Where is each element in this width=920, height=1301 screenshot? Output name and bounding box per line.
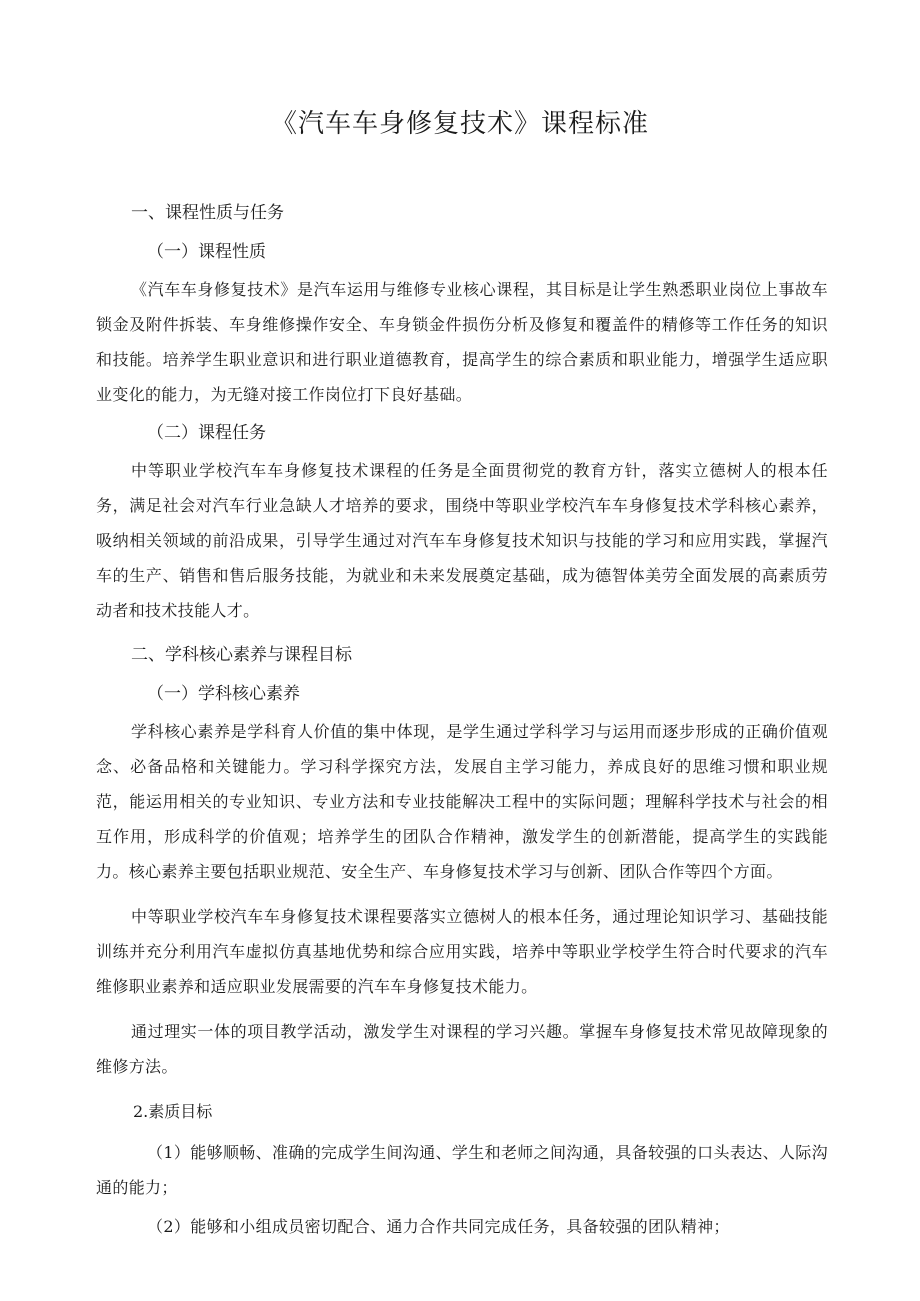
- paragraph-course-tasks: 中等职业学校汽车车身修复技术课程的任务是全面贯彻党的教育方针，落实立德树人的根本任务，满足社会对汽车行业急缺人才培养的要求，围绕中等职业学校汽车车身修复技术学科核心素养，吸纳相关领域的前沿成果，引导学生通过对汽车车身修复技术知识与技能的学习和应用实践，掌握汽车的生产、销售和售后服务技能，为就业和未来发展奠定基础，成为德智体美劳全面发展的高素质劳动者和技术技能人才。: [96, 461, 828, 620]
- paragraph-core-literacy: 学科核心素养是学科育人价值的集中体现，是学生通过学科学习与运用而逐步形成的正确价值观念、必备品格和关键能力。学习科学探究方法，发展自主学习能力，养成良好的思维习惯和职业规范，能运用相关的专业知识、专业方法和专业技能解决工程中的实际问题；理解科学技术与社会的相互作用，形成科学的价值观；培养学生的团队合作精神，激发学生的创新潜能，提高学生的实践能力。核心素养主要包括职业规范、安全生产、车身修复技术学习与创新、团队合作等四个方面。: [96, 722, 828, 881]
- subsection-heading-core-literacy: （一）学科核心素养: [147, 684, 300, 704]
- subsection-heading-course-tasks: （二）课程任务: [147, 423, 266, 443]
- section-heading-nature-and-tasks: 一、课程性质与任务: [131, 203, 284, 223]
- paragraph-course-requirements: 中等职业学校汽车车身修复技术课程要落实立德树人的根本任务，通过理论知识学习、基础技能训练并充分利用汽车虚拟仿真基地优势和综合应用实践，培养中等职业学校学生符合时代要求的汽车维修职业素养和适应职业发展需要的汽车车身修复技术能力。: [96, 907, 828, 996]
- document-title: 《汽车车身修复技术》课程标准: [270, 109, 649, 139]
- paragraph-project-teaching: 通过理实一体的项目教学活动，激发学生对课程的学习兴趣。掌握车身修复技术常见故障现象的维修方法。: [96, 1022, 828, 1076]
- list-item-teamwork: （2）能够和小组成员密切配合、通力合作共同完成任务，具备较强的团队精神；: [147, 1217, 730, 1236]
- paragraph-course-nature: 《汽车车身修复技术》是汽车运用与维修专业核心课程，其目标是让学生熟悉职业岗位上事故车锁金及附件拆装、车身维修操作安全、车身锁金件损伤分析及修复和覆盖件的精修等工作任务的知识和技能。培养学生职业意识和进行职业道德教育，提高学生的综合素质和职业能力，增强学生适应职业变化的能力，为无缝对接工作岗位打下良好基础。: [96, 280, 828, 404]
- list-heading-quality-goals: 2.素质目标: [133, 1102, 213, 1121]
- document-body: [96, 196, 828, 1248]
- list-item-communication: （1）能够顺畅、准确的完成学生间沟通、学生和老师之间沟通，具备较强的口头表达、人际沟通的能力；: [96, 1143, 828, 1197]
- subsection-heading-course-nature: （一）课程性质: [147, 242, 266, 262]
- section-heading-core-literacy-and-goals: 二、学科核心素养与课程目标: [131, 645, 352, 665]
